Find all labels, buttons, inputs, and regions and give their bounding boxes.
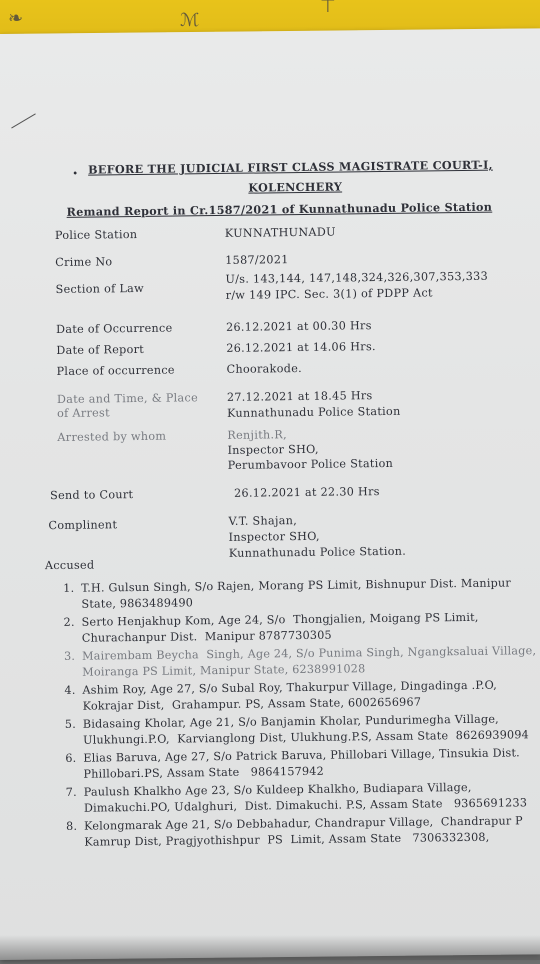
field-value-place-of-occurrence: Choorakode. [226,361,303,376]
field-value-arrested-by-2: Inspector SHO, [227,442,319,457]
accused-heading: Accused [44,558,95,573]
list-item-line: Dimakuchi.PO, Udalghuri, Dist. Dimakuchi. P.S, Assam State 9365691233 [83,796,528,815]
field-value-police-station: KUNNATHUNADU [224,225,336,240]
field-label-crime-no: Crime No [55,255,113,269]
list-item-line: Moiranga PS Limit, Manipur State, 6238991028 [82,662,366,679]
list-item-line: T.H. Gulsun Singh, S/o Rajen, Morang PS Limit, Bishnupur Dist. Manipur [81,576,511,595]
field-label-date-of-report: Date of Report [56,342,145,357]
field-label-arrested-by: Arrested by whom [57,429,167,444]
list-item-number: 4. [64,683,76,697]
field-value-arrested-by: Renjith.R, [227,428,287,442]
field-value-complinent-3: Kunnathunadu Police Station. [228,544,407,560]
field-label-send-to-court: Send to Court [50,488,134,503]
list-item-line: Serto Henjakhup Kom, Age 24, S/o Thongjalien, Moigang PS Limit, [81,610,479,629]
field-value-arrest-2: Kunnathunadu Police Station [227,404,401,420]
bullet-dot: • [72,168,79,180]
list-item-line: Bidasaing Kholar, Age 21, S/o Banjamin Kholar, Pundurimegha Village, [82,712,499,731]
field-value-send-to-court: 26.12.2021 at 22.30 Hrs [233,485,380,500]
field-value-date-of-occurrence: 26.12.2021 at 00.30 Hrs [225,319,372,334]
list-item-line: Phillobari.PS, Assam State 9864157942 [83,764,324,781]
list-item-line: Kamrup Dist, Pragjyothishpur PS Limit, Assam State 7306332308, [84,830,490,849]
field-label-police-station: Police Station [54,227,138,242]
handwriting-scribble: ℳ [180,10,200,31]
list-item [63,575,533,611]
field-value-crime-no: 1587/2021 [225,253,289,267]
list-item-line: Ulukhungi.P.O, Karvianglong Dist, Ulukhung.P.S, Assam State 8626939094 [82,728,530,747]
field-label-section-of-law: Section of Law [55,281,145,296]
court-title: BEFORE THE JUDICIAL FIRST CLASS MAGISTRATE COURT-I, [88,157,493,177]
list-item-line: Mairembam Beycha Singh, Age 24, S/o Punima Singh, Ngangksaluai Village, [81,644,537,663]
field-value-arrest: 27.12.2021 at 18.45 Hrs [226,389,373,404]
list-item-line: Kelongmarak Age 21, S/o Debbahadur, Chandrapur Village, Chandrapur P [84,814,523,833]
pen-mark [11,113,44,142]
list-item-line: Kokrajar Dist, Grahampur. PS, Assam State, 6002656967 [82,695,422,713]
list-item-line: Churachanpur Dist. Manipur 8787730305 [81,628,332,645]
list-item-number: 8. [66,819,78,833]
field-value-arrested-by-3: Perumbavoor Police Station [227,456,394,472]
list-item-line: Ashim Roy, Age 27, S/o Subal Roy, Thakurpur Village, Dingadinga .P.O, [82,678,498,697]
field-value-section-of-law-2: r/w 149 IPC. Sec. 3(1) of PDPP Act [225,286,433,302]
field-label-arrest-2: of Arrest [56,406,110,420]
field-label-arrest: Date and Time, & Place [56,391,199,406]
field-label-place-of-occurrence: Place of occurrence [56,363,175,378]
list-item-number: 7. [65,785,77,799]
report-subtitle: Remand Report in Cr.1587/2021 of Kunnathunadu Police Station [66,199,493,219]
handwriting-scribble: ⊤ [320,0,336,17]
list-item-line: Elias Baruva, Age 27, S/o Patrick Baruva, Phillobari Village, Tinsukia Dist. [83,746,520,765]
field-value-complinent-2: Inspector SHO, [228,529,320,544]
list-item-number: 1. [63,581,75,595]
list-item-number: 2. [63,615,75,629]
list-item-line: State, 9863489490 [81,596,194,611]
field-value-section-of-law: U/s. 143,144, 147,148,324,326,307,353,333 [225,269,489,286]
handwriting-scribble: ❧ [8,8,24,29]
list-item-number: 6. [65,751,77,765]
list-item-line: Paulush Khalkho Age 23, S/o Kuldeep Khalkho, Budiapara Village, [83,780,472,799]
list-item-number: 3. [63,649,76,663]
field-value-date-of-report: 26.12.2021 at 14.06 Hrs. [226,340,376,355]
field-label-complinent: Complinent [48,518,118,533]
court-location: KOLENCHERY [248,179,343,195]
field-value-complinent: V.T. Shajan, [228,514,298,528]
list-item-number: 5. [64,717,77,731]
field-label-date-of-occurrence: Date of Occurrence [55,321,173,336]
